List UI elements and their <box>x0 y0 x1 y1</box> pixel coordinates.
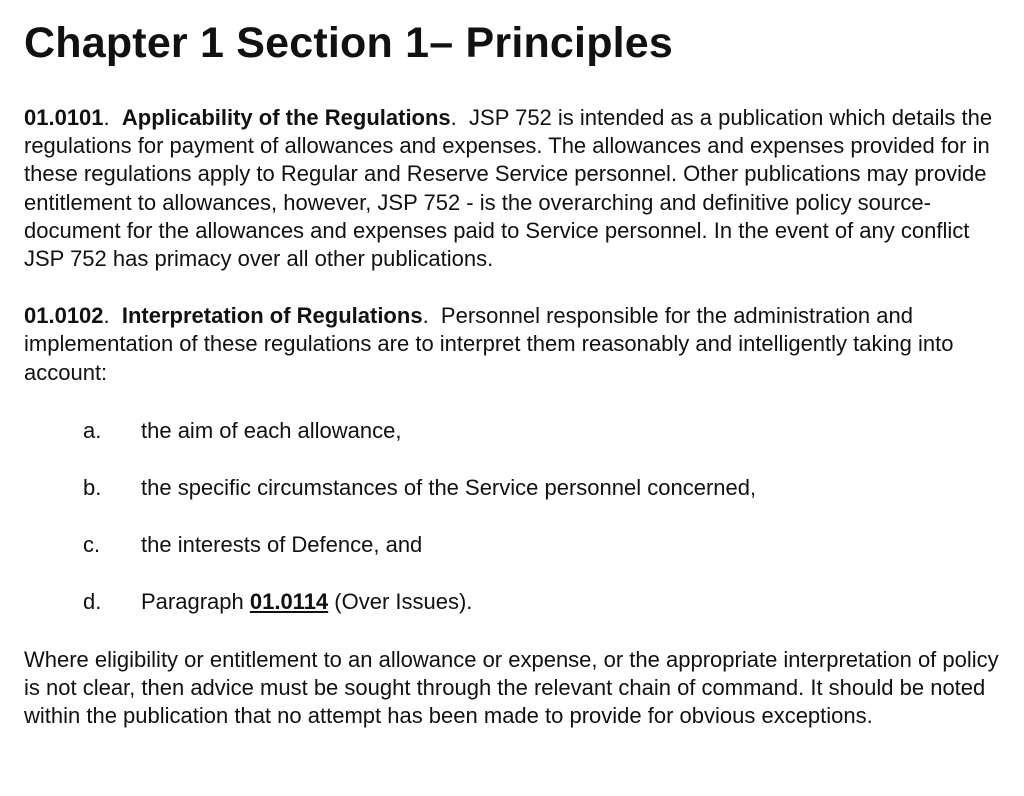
sub-item-a <box>24 417 1004 445</box>
sub-item-text: the interests of Defence, and <box>141 531 423 557</box>
sub-item-list <box>24 417 1004 616</box>
paragraph-number: 01.0102 <box>24 303 104 329</box>
sub-item-text <box>141 588 472 616</box>
paragraph-suffix: (Over Issues). <box>328 588 473 614</box>
paragraph-text: Personnel responsible for the administration and implementation of these regulations are to interpret them reasonably and intelligently taking into account: <box>24 303 954 385</box>
sub-item-letter: b. <box>83 474 102 500</box>
sub-item-c <box>24 531 1004 559</box>
sub-item-text: the aim of each allowance, <box>141 417 402 443</box>
paragraph-01-0102: 01.0102. Interpretation of Regulations. Personnel responsible for the administration and implementation of these regulations are to interpret them reasonably and intelligently taking into account: <box>24 303 954 385</box>
closing-paragraph: Where eligibility or entitlement to an allowance or expense, or the appropriate interpretation of policy is not clear, then advice must be sought through the relevant chain of command. It should be noted within the publication that no attempt has been made to provide for obvious exceptions. <box>24 646 999 729</box>
paragraph-prefix: Paragraph <box>141 588 250 614</box>
paragraph-text: JSP 752 is intended as a publication which details the regulations for payment of allowances and expenses. The allowances and expenses provided for in these regulations apply to Regular and Reserve Service personnel. Other publications may provide entitlement to allowances, however, JSP 752 - is the overarching and definitive policy source-document for the allowances and expenses paid to Service personnel. In the event of any conflict JSP 752 has primacy over all other publications. <box>24 105 993 272</box>
sub-item-text: the specific circumstances of the Service personnel concerned, <box>141 474 757 500</box>
sub-item-letter: d. <box>83 588 102 614</box>
paragraph-heading: Interpretation of Regulations <box>121 303 423 329</box>
paragraph-01-0101: 01.0101. Applicability of the Regulations. JSP 752 is intended as a publication which details the regulations for payment of allowances and expenses. The allowances and expenses provided for in these regulations apply to Regular and Reserve Service personnel. Other publications may provide entitlement to allowances, however, JSP 752 - is the overarching and definitive policy source-document for the allowances and expenses paid to Service personnel. In the event of any conflict JSP 752 has primacy over all other publications. <box>24 105 993 272</box>
paragraph-number: 01.0101 <box>24 105 104 130</box>
sub-item-letter: a. <box>83 417 102 443</box>
paragraph-reference-link[interactable]: 01.0114 <box>249 588 329 614</box>
paragraph-heading: Applicability of the Regulations <box>121 105 451 130</box>
chapter-title: Chapter 1 Section 1– Principles <box>24 19 674 67</box>
sub-item-letter: c. <box>83 531 101 557</box>
sub-item-b <box>24 474 1004 502</box>
sub-item-d <box>24 588 1004 616</box>
